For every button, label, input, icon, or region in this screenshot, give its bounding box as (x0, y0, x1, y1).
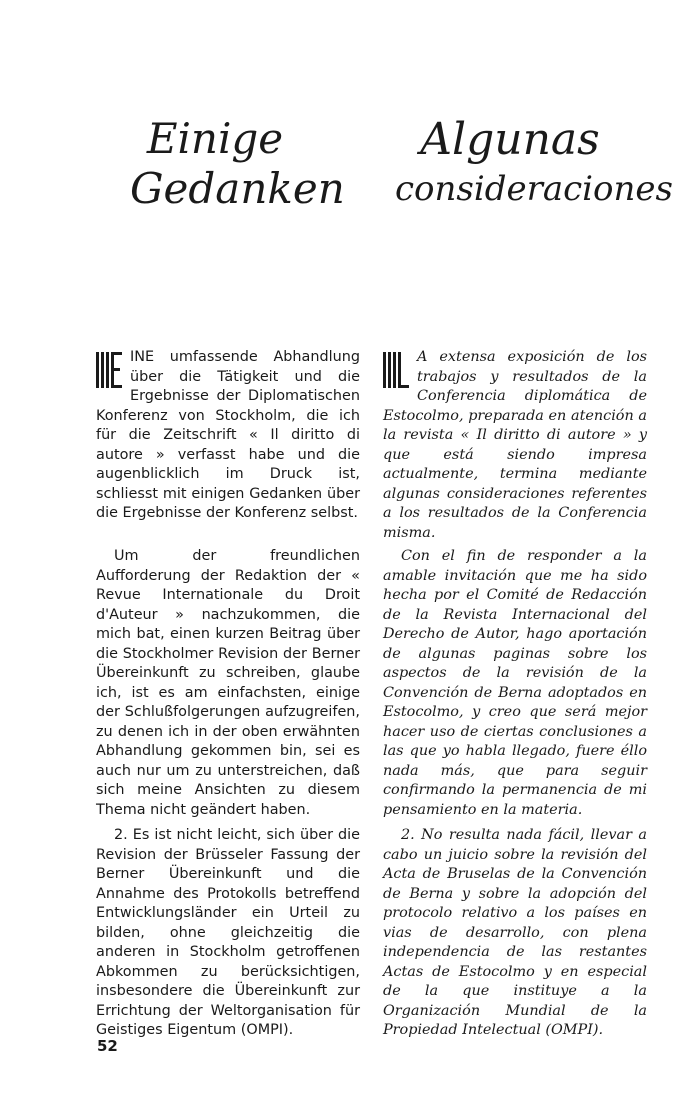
spanish-paragraph-1 (383, 348, 647, 543)
spanish-paragraph-2 (383, 547, 647, 820)
spanish-title-line1: Algunas (420, 114, 600, 165)
german-p1-text: umfassende Abhandlung über die Tätigkeit und die Ergebnisse der Diplomatischen Konferenz von Stockholm, die ich für die Zeitschrift « Il diritto di autore » verfasst habe und die augenblicklich im Druck ist, schliesst mit einigen Gedanken über die Ergebnisse der Konferenz selbst. (96, 349, 361, 521)
spanish-p3-text: 2. No resulta nada fácil, llevar a cabo un juicio sobre la revisión del Acta de Bruselas de la Convención de Berna y sobre la adopción del protocolo relativo a los países en vias de desarrollo, con plena independencia de las restantes Actas de Estocolmo y en especial de la que instituye a la Organización Mundial de la Propiedad Intelectual (OMPI). (383, 827, 647, 1038)
german-p2-text: Um der freundlichen Aufforderung der Redaktion der « Revue Internationale du Droit d'Auteur » nachzukommen, die mich bat, einen kurzen Beitrag über die Stockholmer Revision der Berner Übereinkunft zu schreiben, glaube ich, ist es am einfachsten, einige der Schlußfolgerungen aufzugreifen, zu denen ich in der oben erwähnten Abhandlung gekommen bin, sei es auch nur um zu unterstreichen, daß sich meine Ansichten zu diesem Thema nicht geändert haben. (96, 548, 360, 818)
spanish-paragraph-3 (383, 826, 647, 1041)
spanish-p2-text: Con el fin de responder a la amable invitación que me ha sido hecha por el Comité de Redacción de la Revista Internacional del Derecho de Autor, hago aportación de algunas paginas sobre los aspectos de la revisión de la Convención de Berna adoptados en Estocolmo, y creo que será mejor hacer uso de ciertas conclusiones a las que yo habla llegado, fuere éllo nada más, que para seguir confirmando la permanencia de mi pensamiento en la materia. (383, 548, 647, 818)
spanish-lead-word: A (417, 349, 428, 365)
spanish-p1-text: extensa exposición de los trabajos y resultados de la Conferencia diplomática de Estocolmo, preparada en atención a la revista « Il diritto di autore » y que está siendo impresa actualmente, termina mediante algunas consideraciones referentes a los resultados de la Conferencia misma. (383, 349, 648, 541)
german-paragraph-3 (96, 826, 360, 1041)
german-paragraph-2 (96, 547, 360, 820)
spanish-title-line2: consideraciones (395, 169, 673, 209)
spanish-dropcap (383, 352, 409, 388)
german-title-line2: Gedanken (130, 164, 345, 213)
german-p3-text: 2. Es ist nicht leicht, sich über die Revision der Brüsseler Fassung der Berner Übereinkunft und die Annahme des Protokolls betreffend Entwicklungsländer ein Urteil zu bilden, ohne gleichzeitig die anderen in Stockholm getroffenen Abkommen zu berücksichtigen, insbesondere die Übereinkunft zur Errichtung der Weltorganisation für Geistiges Eigentum (OMPI). (96, 827, 360, 1038)
german-paragraph-1 (96, 348, 360, 524)
german-title-line1: Einige (146, 114, 284, 163)
german-lead-word: INE (130, 349, 155, 365)
page-number: 52 (97, 1037, 118, 1055)
german-dropcap (96, 352, 122, 388)
